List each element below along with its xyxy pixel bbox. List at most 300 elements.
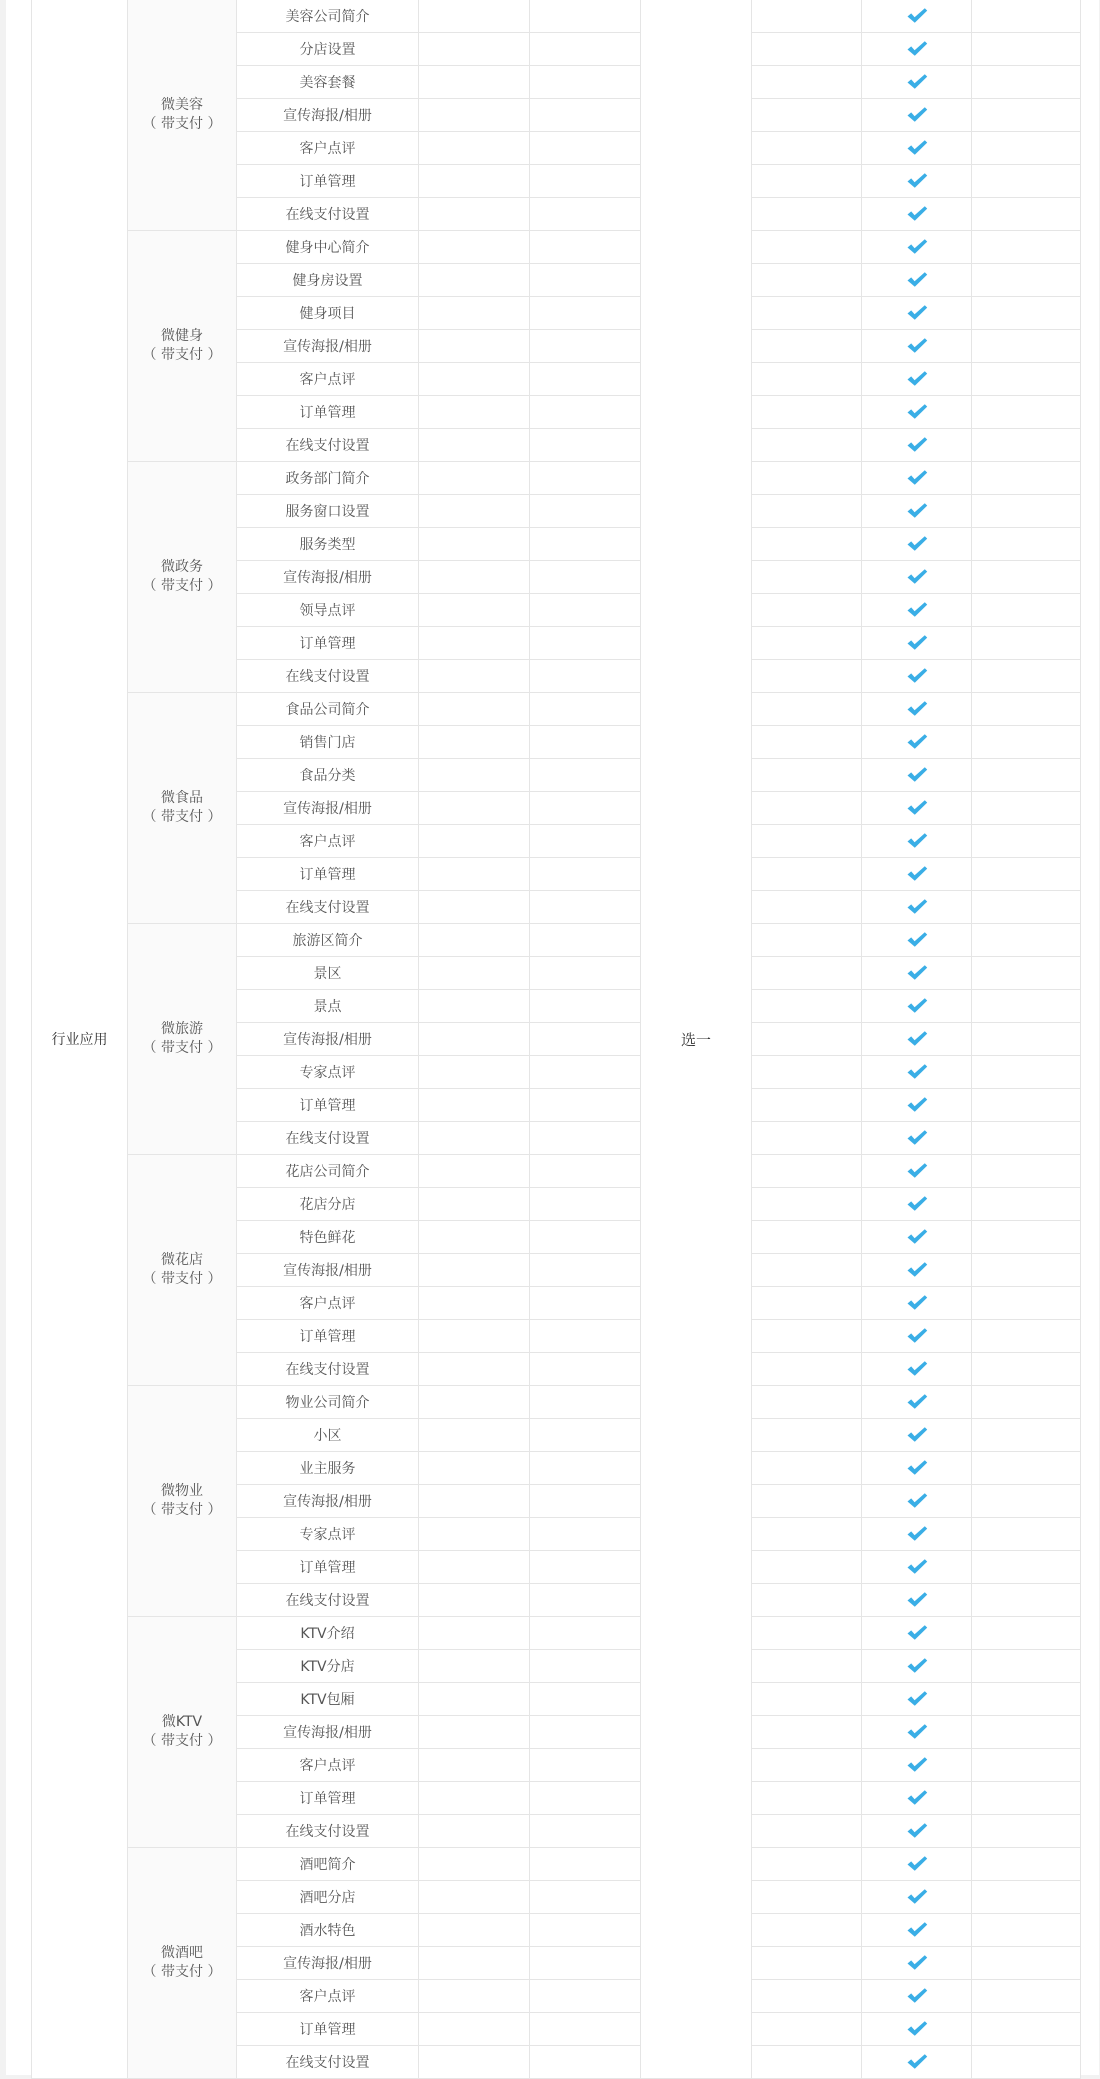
empty-cell (530, 330, 641, 363)
check-cell (862, 561, 972, 594)
group-name: 微酒吧 (161, 1945, 203, 1961)
group-subtitle: （ 带支付 ） (142, 347, 222, 363)
empty-cell (530, 1320, 641, 1353)
checkmark-icon (906, 865, 928, 883)
checkmark-icon (906, 403, 928, 421)
group-subtitle: （ 带支付 ） (142, 578, 222, 594)
check-cell (862, 1089, 972, 1122)
feature-name: 花店公司简介 (237, 1155, 419, 1188)
table-row (32, 1155, 1081, 1188)
table-row (32, 1386, 1081, 1419)
empty-cell (752, 1518, 862, 1551)
empty-cell (419, 1353, 530, 1386)
checkmark-icon (906, 634, 928, 652)
check-cell (862, 1947, 972, 1980)
empty-cell (752, 1056, 862, 1089)
empty-cell (752, 330, 862, 363)
empty-cell (419, 627, 530, 660)
empty-cell (752, 1353, 862, 1386)
empty-cell (530, 1815, 641, 1848)
feature-name: 客户点评 (237, 1749, 419, 1782)
empty-cell (530, 462, 641, 495)
empty-cell (752, 264, 862, 297)
empty-cell (419, 1386, 530, 1419)
empty-cell (530, 1551, 641, 1584)
empty-cell (752, 1848, 862, 1881)
checkmark-icon (906, 469, 928, 487)
empty-cell (972, 264, 1081, 297)
empty-cell (752, 1584, 862, 1617)
feature-name: 分店设置 (237, 33, 419, 66)
empty-cell (419, 660, 530, 693)
checkmark-icon (906, 502, 928, 520)
checkmark-icon (906, 964, 928, 982)
checkmark-icon (906, 1294, 928, 1312)
empty-cell (419, 495, 530, 528)
empty-cell (530, 528, 641, 561)
check-cell (862, 1518, 972, 1551)
feature-name: 食品分类 (237, 759, 419, 792)
checkmark-icon (906, 1558, 928, 1576)
empty-cell (530, 1386, 641, 1419)
empty-cell (419, 1848, 530, 1881)
check-cell (862, 1155, 972, 1188)
empty-cell (419, 462, 530, 495)
group-subtitle: （ 带支付 ） (142, 1040, 222, 1056)
empty-cell (972, 1485, 1081, 1518)
check-cell (862, 1881, 972, 1914)
empty-cell (419, 792, 530, 825)
checkmark-icon (906, 898, 928, 916)
empty-cell (530, 0, 641, 33)
empty-cell (419, 165, 530, 198)
empty-cell (419, 1056, 530, 1089)
empty-cell (419, 2046, 530, 2079)
feature-name: 领导点评 (237, 594, 419, 627)
group-subtitle: （ 带支付 ） (142, 1733, 222, 1749)
empty-cell (419, 924, 530, 957)
feature-name: 宣传海报/相册 (237, 330, 419, 363)
table-row (32, 1848, 1081, 1881)
empty-cell (419, 1584, 530, 1617)
empty-cell (752, 429, 862, 462)
empty-cell (972, 33, 1081, 66)
feature-name: 景区 (237, 957, 419, 990)
group-name: 微旅游 (161, 1021, 203, 1037)
empty-cell (530, 1617, 641, 1650)
empty-cell (972, 957, 1081, 990)
checkmark-icon (906, 1624, 928, 1642)
check-cell (862, 1188, 972, 1221)
empty-cell (530, 1881, 641, 1914)
empty-cell (752, 990, 862, 1023)
empty-cell (419, 330, 530, 363)
checkmark-icon (906, 1591, 928, 1609)
checkmark-icon (906, 238, 928, 256)
table-row (32, 924, 1081, 957)
empty-cell (972, 1287, 1081, 1320)
checkmark-icon (906, 700, 928, 718)
checkmark-icon (906, 601, 928, 619)
check-cell (862, 1551, 972, 1584)
empty-cell (972, 627, 1081, 660)
empty-cell (530, 99, 641, 132)
empty-cell (530, 1056, 641, 1089)
empty-cell (530, 297, 641, 330)
empty-cell (972, 891, 1081, 924)
empty-cell (530, 1419, 641, 1452)
empty-cell (972, 462, 1081, 495)
empty-cell (530, 363, 641, 396)
empty-cell (752, 957, 862, 990)
empty-cell (419, 231, 530, 264)
empty-cell (752, 2013, 862, 2046)
empty-cell (752, 33, 862, 66)
empty-cell (752, 1815, 862, 1848)
feature-name: 客户点评 (237, 1980, 419, 2013)
feature-name: 订单管理 (237, 1320, 419, 1353)
empty-cell (752, 1881, 862, 1914)
empty-cell (972, 693, 1081, 726)
empty-cell (752, 1551, 862, 1584)
empty-cell (530, 891, 641, 924)
empty-cell (530, 825, 641, 858)
empty-cell (419, 1551, 530, 1584)
feature-name: 宣传海报/相册 (237, 1254, 419, 1287)
empty-cell (972, 1914, 1081, 1947)
feature-name: 政务部门简介 (237, 462, 419, 495)
empty-cell (419, 99, 530, 132)
checkmark-icon (906, 1492, 928, 1510)
empty-cell (419, 1683, 530, 1716)
empty-cell (419, 1716, 530, 1749)
empty-cell (752, 660, 862, 693)
group-subtitle: （ 带支付 ） (142, 809, 222, 825)
empty-cell (419, 1419, 530, 1452)
empty-cell (972, 726, 1081, 759)
empty-cell (419, 1089, 530, 1122)
empty-cell (419, 1287, 530, 1320)
empty-cell (972, 1122, 1081, 1155)
feature-name: 物业公司简介 (237, 1386, 419, 1419)
check-cell (862, 1122, 972, 1155)
group-cell (128, 1386, 237, 1617)
empty-cell (752, 693, 862, 726)
empty-cell (530, 1584, 641, 1617)
check-cell (862, 132, 972, 165)
group-cell (128, 231, 237, 462)
empty-cell (419, 1155, 530, 1188)
feature-comparison-table (31, 0, 1081, 2079)
empty-cell (419, 1881, 530, 1914)
empty-cell (419, 132, 530, 165)
checkmark-icon (906, 1690, 928, 1708)
check-cell (862, 330, 972, 363)
feature-name: 订单管理 (237, 1782, 419, 1815)
feature-name: 花店分店 (237, 1188, 419, 1221)
empty-cell (972, 1419, 1081, 1452)
group-subtitle: （ 带支付 ） (142, 1964, 222, 1980)
checkmark-icon (906, 172, 928, 190)
checkmark-icon (906, 7, 928, 25)
feature-name: 宣传海报/相册 (237, 99, 419, 132)
feature-name: 专家点评 (237, 1056, 419, 1089)
empty-cell (752, 528, 862, 561)
empty-cell (972, 858, 1081, 891)
empty-cell (972, 1617, 1081, 1650)
empty-cell (530, 1848, 641, 1881)
empty-cell (972, 297, 1081, 330)
empty-cell (752, 1716, 862, 1749)
feature-name: 美容公司简介 (237, 0, 419, 33)
feature-name: 客户点评 (237, 363, 419, 396)
check-cell (862, 429, 972, 462)
feature-name: 订单管理 (237, 627, 419, 660)
empty-cell (530, 1188, 641, 1221)
feature-name: 健身项目 (237, 297, 419, 330)
empty-cell (972, 132, 1081, 165)
empty-cell (419, 594, 530, 627)
category-cell: 行业应用 (32, 0, 128, 2079)
feature-name: 服务类型 (237, 528, 419, 561)
check-cell (862, 594, 972, 627)
group-cell (128, 0, 237, 231)
empty-cell (419, 1749, 530, 1782)
empty-cell (972, 1023, 1081, 1056)
feature-name: 客户点评 (237, 132, 419, 165)
table-row (32, 1617, 1081, 1650)
empty-cell (972, 495, 1081, 528)
empty-cell (419, 1914, 530, 1947)
feature-name: 客户点评 (237, 1287, 419, 1320)
feature-name: 小区 (237, 1419, 419, 1452)
empty-cell (752, 231, 862, 264)
feature-name: 在线支付设置 (237, 1353, 419, 1386)
checkmark-icon (906, 733, 928, 751)
empty-cell (972, 1683, 1081, 1716)
group-cell (128, 693, 237, 924)
check-cell (862, 264, 972, 297)
checkmark-icon (906, 1261, 928, 1279)
empty-cell (752, 792, 862, 825)
empty-cell (972, 396, 1081, 429)
check-cell (862, 1320, 972, 1353)
feature-name: 宣传海报/相册 (237, 1716, 419, 1749)
empty-cell (530, 924, 641, 957)
group-cell (128, 1617, 237, 1848)
feature-name: 在线支付设置 (237, 1584, 419, 1617)
feature-name: 销售门店 (237, 726, 419, 759)
empty-cell (752, 627, 862, 660)
empty-cell (419, 363, 530, 396)
checkmark-icon (906, 1129, 928, 1147)
check-cell (862, 990, 972, 1023)
empty-cell (752, 1188, 862, 1221)
feature-name: 在线支付设置 (237, 429, 419, 462)
empty-cell (752, 363, 862, 396)
empty-cell (752, 1320, 862, 1353)
empty-cell (530, 2046, 641, 2079)
check-cell (862, 1980, 972, 2013)
table-row (32, 462, 1081, 495)
feature-name: 酒吧简介 (237, 1848, 419, 1881)
check-cell (862, 1650, 972, 1683)
empty-cell (972, 792, 1081, 825)
empty-cell (419, 2013, 530, 2046)
checkmark-icon (906, 1228, 928, 1246)
checkmark-icon (906, 931, 928, 949)
check-cell (862, 66, 972, 99)
empty-cell (530, 429, 641, 462)
empty-cell (752, 726, 862, 759)
empty-cell (530, 594, 641, 627)
empty-cell (972, 1254, 1081, 1287)
checkmark-icon (906, 106, 928, 124)
empty-cell (530, 561, 641, 594)
checkmark-icon (906, 2053, 928, 2071)
empty-cell (530, 957, 641, 990)
empty-cell (419, 396, 530, 429)
empty-cell (530, 396, 641, 429)
checkmark-icon (906, 1162, 928, 1180)
check-cell (862, 1056, 972, 1089)
feature-name: 特色鲜花 (237, 1221, 419, 1254)
check-cell (862, 1782, 972, 1815)
checkmark-icon (906, 1063, 928, 1081)
empty-cell (530, 1650, 641, 1683)
check-cell (862, 1386, 972, 1419)
empty-cell (972, 1815, 1081, 1848)
empty-cell (419, 1518, 530, 1551)
empty-cell (419, 1947, 530, 1980)
empty-cell (530, 165, 641, 198)
empty-cell (972, 759, 1081, 792)
empty-cell (530, 1023, 641, 1056)
checkmark-icon (906, 1030, 928, 1048)
empty-cell (419, 528, 530, 561)
table-row (32, 693, 1081, 726)
empty-cell (972, 1452, 1081, 1485)
checkmark-icon (906, 766, 928, 784)
check-cell (862, 1584, 972, 1617)
feature-name: 宣传海报/相册 (237, 561, 419, 594)
empty-cell (972, 1518, 1081, 1551)
checkmark-icon (906, 1921, 928, 1939)
empty-cell (752, 1089, 862, 1122)
empty-cell (752, 1650, 862, 1683)
feature-name: 订单管理 (237, 858, 419, 891)
empty-cell (419, 1221, 530, 1254)
page-sheet (6, 0, 1099, 2075)
check-cell (862, 726, 972, 759)
check-cell (862, 0, 972, 33)
feature-name: 健身中心简介 (237, 231, 419, 264)
table-row (32, 231, 1081, 264)
feature-name: 订单管理 (237, 396, 419, 429)
empty-cell (972, 2046, 1081, 2079)
checkmark-icon (906, 1888, 928, 1906)
choice-cell: 选一 (641, 0, 752, 2079)
check-cell (862, 33, 972, 66)
empty-cell (419, 1452, 530, 1485)
empty-cell (530, 1980, 641, 2013)
empty-cell (972, 1056, 1081, 1089)
empty-cell (419, 1254, 530, 1287)
empty-cell (752, 297, 862, 330)
group-name: 微花店 (161, 1252, 203, 1268)
empty-cell (752, 1221, 862, 1254)
check-cell (862, 1419, 972, 1452)
empty-cell (972, 1386, 1081, 1419)
check-cell (862, 792, 972, 825)
group-name: 微健身 (161, 328, 203, 344)
checkmark-icon (906, 436, 928, 454)
checkmark-icon (906, 304, 928, 322)
checkmark-icon (906, 1525, 928, 1543)
check-cell (862, 2046, 972, 2079)
empty-cell (530, 759, 641, 792)
checkmark-icon (906, 40, 928, 58)
check-cell (862, 462, 972, 495)
empty-cell (530, 264, 641, 297)
check-cell (862, 1353, 972, 1386)
checkmark-icon (906, 1822, 928, 1840)
empty-cell (972, 1221, 1081, 1254)
feature-name: 健身房设置 (237, 264, 419, 297)
checkmark-icon (906, 370, 928, 388)
empty-cell (419, 33, 530, 66)
empty-cell (972, 990, 1081, 1023)
checkmark-icon (906, 1459, 928, 1477)
empty-cell (419, 264, 530, 297)
feature-name: 宣传海报/相册 (237, 1023, 419, 1056)
empty-cell (972, 429, 1081, 462)
empty-cell (530, 1485, 641, 1518)
empty-cell (752, 0, 862, 33)
empty-cell (752, 1947, 862, 1980)
checkmark-icon (906, 1393, 928, 1411)
check-cell (862, 1815, 972, 1848)
empty-cell (530, 1122, 641, 1155)
empty-cell (972, 2013, 1081, 2046)
check-cell (862, 99, 972, 132)
empty-cell (419, 1617, 530, 1650)
check-cell (862, 231, 972, 264)
checkmark-icon (906, 1195, 928, 1213)
empty-cell (972, 1749, 1081, 1782)
empty-cell (530, 198, 641, 231)
empty-cell (752, 462, 862, 495)
empty-cell (972, 1584, 1081, 1617)
checkmark-icon (906, 139, 928, 157)
feature-name: 在线支付设置 (237, 2046, 419, 2079)
empty-cell (419, 1485, 530, 1518)
check-cell (862, 165, 972, 198)
empty-cell (752, 1287, 862, 1320)
feature-name: 在线支付设置 (237, 1122, 419, 1155)
group-name: 微美容 (161, 97, 203, 113)
empty-cell (419, 825, 530, 858)
check-cell (862, 924, 972, 957)
empty-cell (752, 1452, 862, 1485)
empty-cell (530, 1353, 641, 1386)
group-name: 微政务 (161, 559, 203, 575)
check-cell (862, 528, 972, 561)
empty-cell (972, 363, 1081, 396)
checkmark-icon (906, 568, 928, 586)
empty-cell (530, 693, 641, 726)
feature-name: 酒吧分店 (237, 1881, 419, 1914)
